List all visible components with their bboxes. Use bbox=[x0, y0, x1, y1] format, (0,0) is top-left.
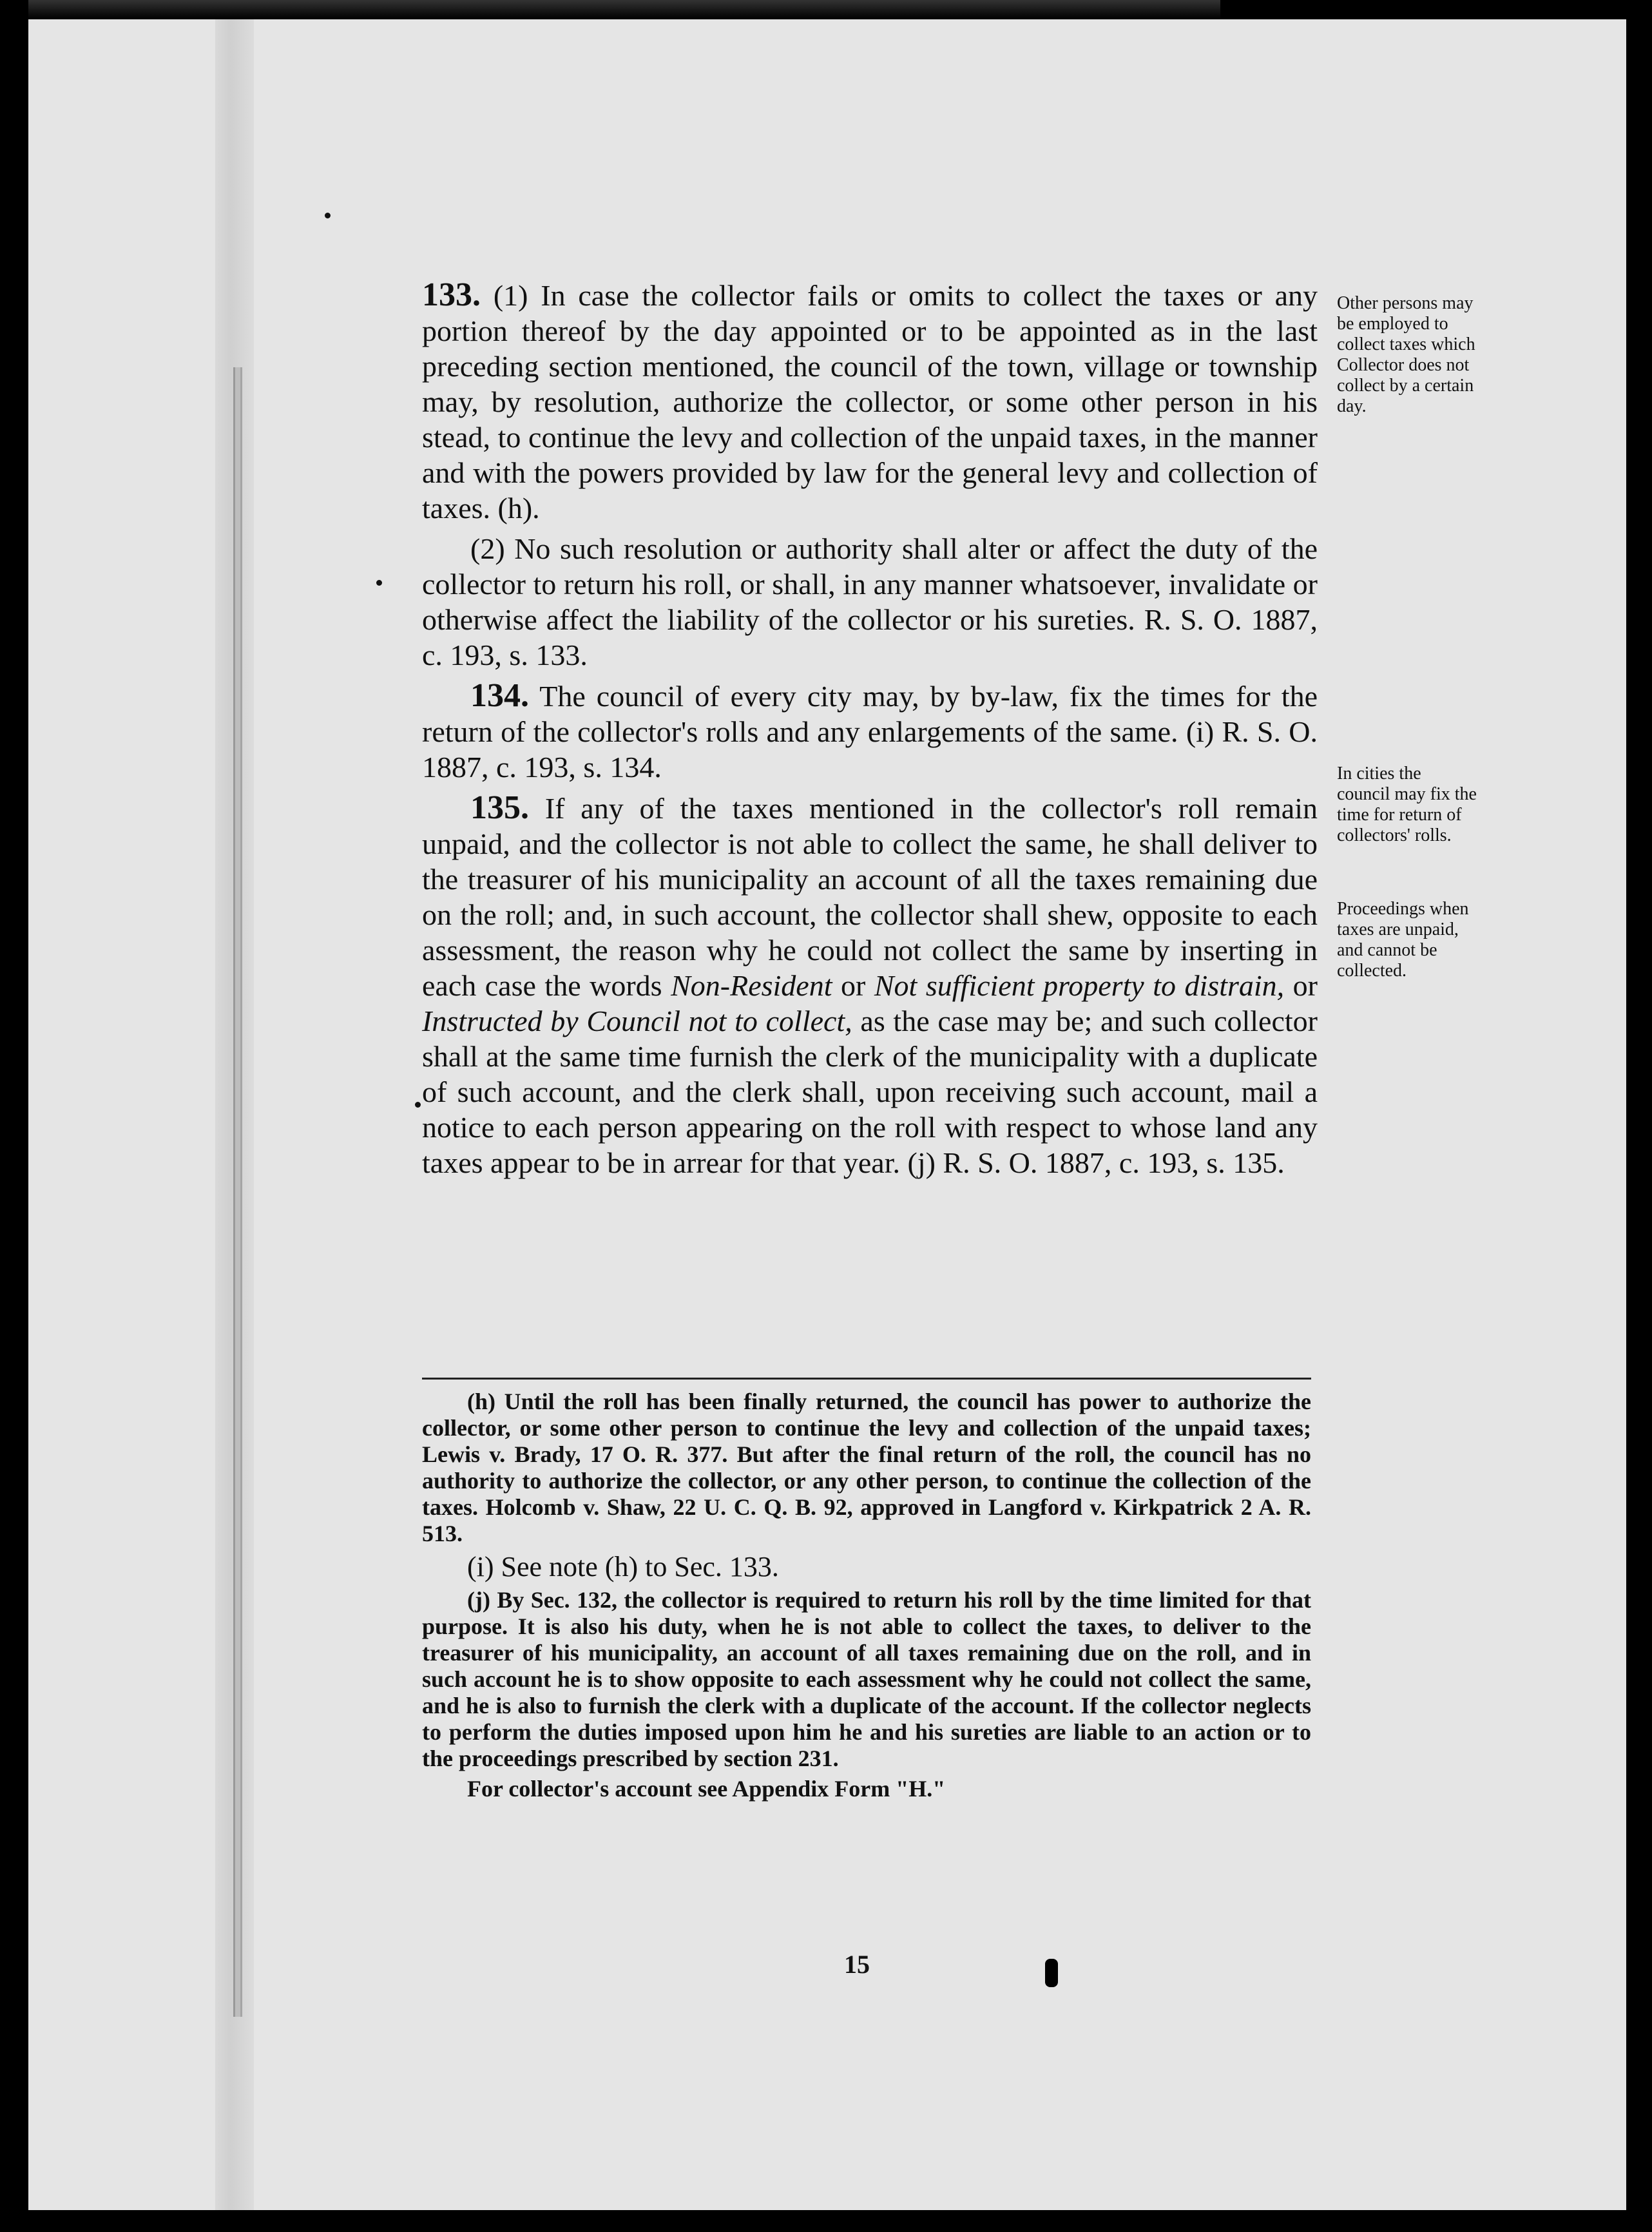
marginal-note-134: In cities the council may fix the time for return of collectors' rolls. bbox=[1337, 764, 1477, 845]
footnote-divider bbox=[422, 1378, 1311, 1380]
section-text: If any of the taxes mentioned in the collector's roll remain unpaid, and the collector is not able to collect the same, he shall deliver to the treasurer of his municipality an account of all the taxes remaining due on the roll; and, in such account, the collector shall shew, opposite to each assessment, the reason why he could not collect the same by inserting in each case the words bbox=[422, 792, 1318, 1002]
marginal-note-135: Proceedings when taxes are unpaid, and cannot be collected. bbox=[1337, 899, 1469, 981]
main-text bbox=[422, 277, 1318, 1186]
section-135 bbox=[422, 790, 1318, 1180]
footnote-i: (i) See note (h) to Sec. 133. bbox=[467, 1551, 779, 1583]
italic-term: Not sufficient property to distrain, bbox=[874, 969, 1285, 1002]
section-133-p2: (2) No such resolution or authority shall alter or affect the duty of the collector to return his roll, or shall, in any manner whatsoever, invalidate or otherwise affect the liability of the collector or his sureties. R. S. O. 1887, c. 193, s. 133. bbox=[422, 532, 1318, 671]
footnote-j: (j) By Sec. 132, the collector is required to return his roll by the time limited for that purpose. It is also his duty, when he is not able to collect the taxes, to deliver to the treasurer of his municipality, an account of all taxes remaining due on the roll, and in such account he is to show opposite to each assessment why he could not collect the same, and he is also to furnish the clerk with a duplicate of the account. If the collector neglects to perform the duties imposed upon him he and his sureties are liable to an action or to the proceedings prescribed by section 231. bbox=[422, 1587, 1311, 1771]
italic-term: Instructed by Council not to collect, bbox=[422, 1005, 852, 1037]
binding-thread bbox=[233, 367, 242, 2017]
speck bbox=[376, 580, 382, 586]
section-134 bbox=[422, 678, 1318, 785]
section-number: 135. bbox=[470, 789, 529, 826]
footnote-h: (h) Until the roll has been finally returned, the council has power to authorize the collector, or some other person to continue the levy and collection of the unpaid taxes; Lewis v. Brady, 17 O. R. 377. But after the final return of the roll, the council has no authority to authorize the collector, or any other person, to continue the collection of the taxes. Holcomb v. Shaw, 22 U. C. Q. B. 92, approved in Langford v. Kirkpatrick 2 A. R. 513. bbox=[422, 1389, 1311, 1546]
section-text: or bbox=[832, 969, 874, 1002]
italic-term: Non-Resident bbox=[671, 969, 832, 1002]
speck bbox=[325, 213, 331, 218]
section-133-p1 bbox=[422, 277, 1318, 526]
section-text: The council of every city may, by by-law, fix the times for the return of the collector's rolls and any enlargements of the same. (i) R. S. O. 1887, c. 193, s. 134. bbox=[422, 680, 1318, 784]
marginal-note-133: Other persons may be employed to collect taxes which Collector does not collect by a certain day. bbox=[1337, 293, 1475, 416]
section-text: or bbox=[1284, 969, 1318, 1002]
ink-blot bbox=[1045, 1959, 1058, 1987]
footnote-form: For collector's account see Appendix Form "H." bbox=[467, 1776, 946, 1802]
section-text: as the case may be; and such collector shall at the same time furnish the clerk of the municipality with a duplicate of such account, and the clerk shall, upon receiving such account, mail a notice to each person appearing on the roll with respect to whose land any taxes appear to be in arrear for that year. (j) R. S. O. 1887, c. 193, s. 135. bbox=[422, 1005, 1318, 1179]
scan-top-edge bbox=[28, 0, 1220, 19]
page-number: 15 bbox=[844, 1950, 870, 1979]
speck bbox=[415, 1102, 421, 1108]
section-number: 133. bbox=[422, 276, 481, 313]
section-text: (1) In case the collector fails or omits to collect the taxes or any portion thereof by the day appointed or to be appointed as in the last preceding section mentioned, the council of the town, village or township may, by resolution, authorize the collector, or some other person in his stead, to continue the levy and collection of the unpaid taxes, in the manner and with the powers provided by law for the general levy and collection of taxes. (h). bbox=[422, 279, 1318, 524]
footnotes bbox=[422, 1389, 1311, 1806]
section-number: 134. bbox=[470, 677, 529, 714]
